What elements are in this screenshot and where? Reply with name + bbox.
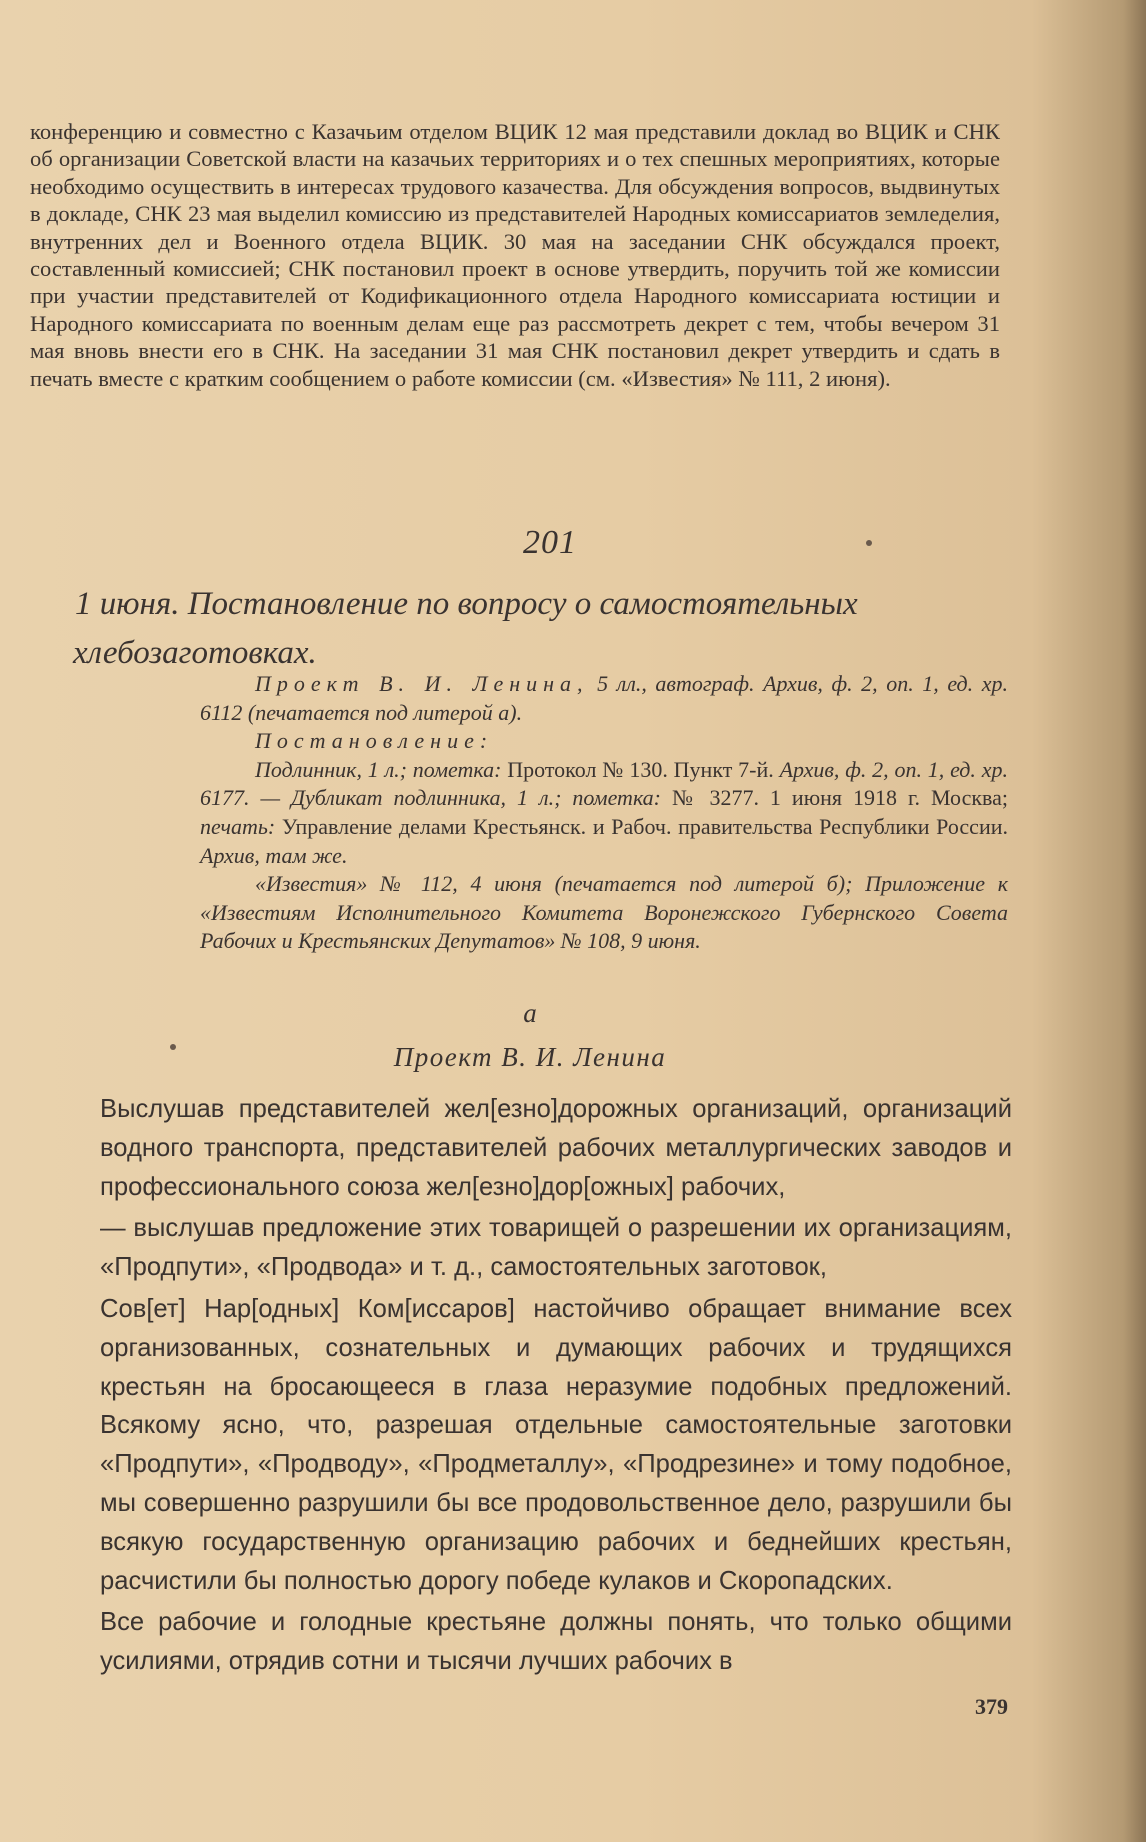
sources-note (200, 670, 1008, 956)
paper-speck (866, 540, 872, 546)
section-letter: а (523, 998, 537, 1028)
section-title: Проект В. И. Ленина (393, 1042, 667, 1072)
draft-text: 5 лл., автограф. Архив, ф. 2, оп. 1, ед. хр. 6112 (печатается под литерой а). (200, 671, 1009, 725)
draft-label: Проект В. И. Ленина, (255, 671, 589, 696)
duplicate-mark: № 3277. 1 июня 1918 г. Москва; (672, 785, 1008, 811)
document-title: 1 июня. Постановление по вопросу о самостоятельных хлебозаготовках. (73, 586, 858, 671)
archive-same: Архив, там же. (200, 842, 348, 868)
stamp-text: Управление делами Крестьянск. и Рабоч. правительства Республики России. (281, 813, 1008, 839)
document-number: 201 (523, 524, 577, 561)
paper-speck (170, 1044, 176, 1050)
resolution-heading (200, 727, 1008, 756)
original-mark: Протокол № 130. Пункт 7-й. (507, 756, 774, 782)
body-paragraph: Выслушав представителей жел[езно]дорожных организаций, организаций водного транспорта, представителей рабочих металлургических заводов и профессионального союза жел[езно]дор[ожных] рабочих, (100, 1095, 1012, 1201)
original-prefix: Подлинник, 1 л.; пометка: (255, 756, 502, 782)
original-source (200, 756, 1008, 870)
body-text (100, 1090, 1012, 1684)
body-paragraph: — выслушав предложение этих товарищей о разрешении их организациям, «Продпути», «Продвода» и т. д., самостоятельных заготовок, (100, 1214, 1012, 1282)
draft-source (200, 670, 1008, 727)
izvestia-source: «Известия» № 112, 4 июня (печатается под литерой б); Приложение к «Известиям Исполнительного Комитета Воронежского Губернского Совета Рабочих и Крестьянских Депутатов» № 108, 9 июня. (200, 871, 1008, 954)
original-archive: Архив, ф. 2, оп. 1, ед. хр. 6177. — Дубликат подлинника, 1 л.; пометка: (200, 756, 1008, 811)
intro-paragraph: конференцию и совместно с Казачьим отделом ВЦИК 12 мая представили доклад во ВЦИК и СНК об организации Советской власти на казачьих территориях и о тех спешных мероприятиях, которые необходимо осуществить в интересах трудового казачества. Для обсуждения вопросов, выдвинутых в докладе, СНК 23 мая выделил комиссию из представителей Народных комиссариатов земледелия, внутренних дел и Военного отдела ВЦИК. 30 мая на заседании СНК обсуждался проект, составленный комиссией; СНК постановил проект в основе утвердить, поручить той же комиссии при участии представителей от Кодификационного отдела Народного комиссариата юстиции и Народного комиссариата по военным делам еще раз рассмотреть декрет с тем, чтобы вечером 31 мая вновь внести его в СНК. На заседании 31 мая СНК постановил декрет утвердить и сдать в печать вместе с кратким сообщением о работе комиссии (см. «Известия» № 111, 2 июня). (30, 119, 1000, 391)
body-paragraph: Сов[ет] Нар[одных] Ком[иссаров] настойчиво обращает внимание всех организованных, сознательных и думающих рабочих и трудящихся крестьян на бросающееся в глаза неразумие подобных предложений. Всякому ясно, что, разрешая отдельные самостоятельные заготовки «Продпути», «Продводу», «Продметаллу», «Продрезине» и тому подобное, мы совершенно разрушили бы все продовольственное дело, разрушили бы всякую государственную организацию рабочих и беднейших крестьян, расчистили бы полностью дорогу победе кулаков и Скоропадских. (100, 1294, 1012, 1595)
page-number: 379 (975, 1694, 1008, 1719)
body-paragraph: Все рабочие и голодные крестьяне должны понять, что только общими усилиями, отрядив сотни и тысячи лучших рабочих в (100, 1608, 1012, 1676)
resolution-label: Постановление: (255, 728, 494, 754)
stamp-label: печать: (200, 813, 276, 839)
